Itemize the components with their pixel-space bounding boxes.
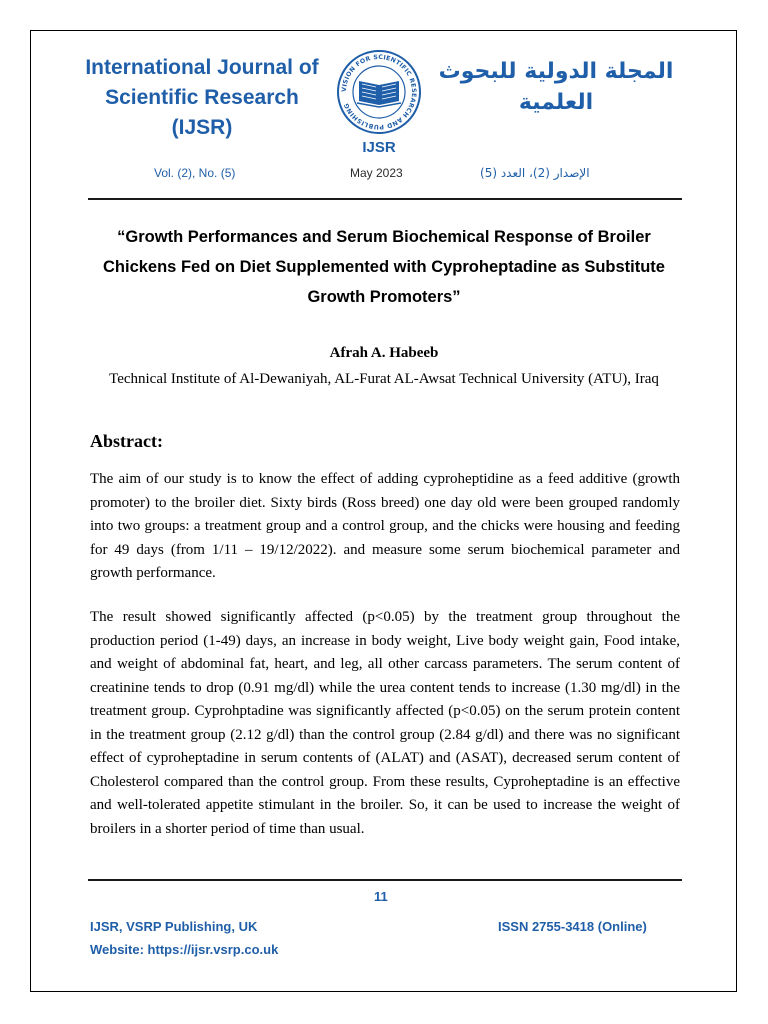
publisher-info: IJSR, VSRP Publishing, UK: [90, 919, 258, 934]
footer-divider: [88, 879, 682, 881]
logo-label: IJSR: [362, 139, 396, 156]
article-title: “Growth Performances and Serum Biochemical Response of Broiler Chickens Fed on Diet Supplemented with Cyproheptadine as Substitute Growth Promoters”: [103, 228, 665, 306]
abstract-paragraph-1: The aim of our study is to know the effect of adding cyproheptidine as a feed additive (growth promoter) to the broiler diet. Sixty birds (Ross breed) one day old were been grouped randomly into two groups: a treatment group and a control group, and the chicks were housing and feeding for 49 days (from 1/11 – 19/12/2022). and measure some serum biochemical parameter and growth performance.: [90, 471, 680, 581]
issn: ISSN 2755-3418 (Online): [498, 919, 647, 934]
header-divider: [88, 198, 682, 200]
logo-ring-text: VISION FOR SCIENTIFIC RESEARCH AND PUBLISHING: [340, 53, 418, 131]
abstract-heading: Abstract:: [90, 431, 163, 451]
journal-name-arabic: المجلة الدولية للبحوث العلمية: [438, 59, 674, 115]
website-link[interactable]: Website: https://ijsr.vsrp.co.uk: [90, 942, 279, 957]
author-affiliation: Technical Institute of Al-Dewaniyah, AL-Furat AL-Awsat Technical University (ATU), Iraq: [109, 371, 659, 387]
abstract-paragraph-2: The result showed significantly affected (p<0.05) by the treatment group throughout the production period (1-49) days, an increase in body weight, Live body weight gain, Food intake, and weight of abdominal fat, heart, and leg, all other carcass parameters. The serum content of creatinine tends to drop (0.91 mg/dl) while the urea content tends to increase (1.30 mg/dl) in the treatment group. Cyprohptadine was significantly affected (p<0.05) on the serum protein content in the treatment group (2.12 g/dl) than the control group (2.84 g/dl) and there was no significant effect of cyproheptadine in serum contents of (ALAT) and (ASAT), decreased serum content of Cholesterol compared than the control group. From these results, Cyproheptadine is an effective and well-tolerated appetite stimulant in the broiler. So, it can be used to increase the weight of broilers in a shorter period of time than usual.: [90, 609, 680, 837]
author-name: Afrah A. Habeeb: [329, 345, 439, 361]
open-book-icon: [357, 81, 401, 107]
journal-name-english: International Journal of Scientific Research (IJSR): [85, 56, 319, 139]
volume-number: Vol. (2), No. (5): [154, 166, 236, 180]
page-number: 11: [374, 889, 388, 904]
issue-date: May 2023: [350, 166, 403, 180]
logo-graphic: [335, 48, 423, 158]
journal-logo: [335, 48, 423, 158]
volume-number-arabic: الإصدار (2)، العدد (5): [480, 166, 590, 180]
